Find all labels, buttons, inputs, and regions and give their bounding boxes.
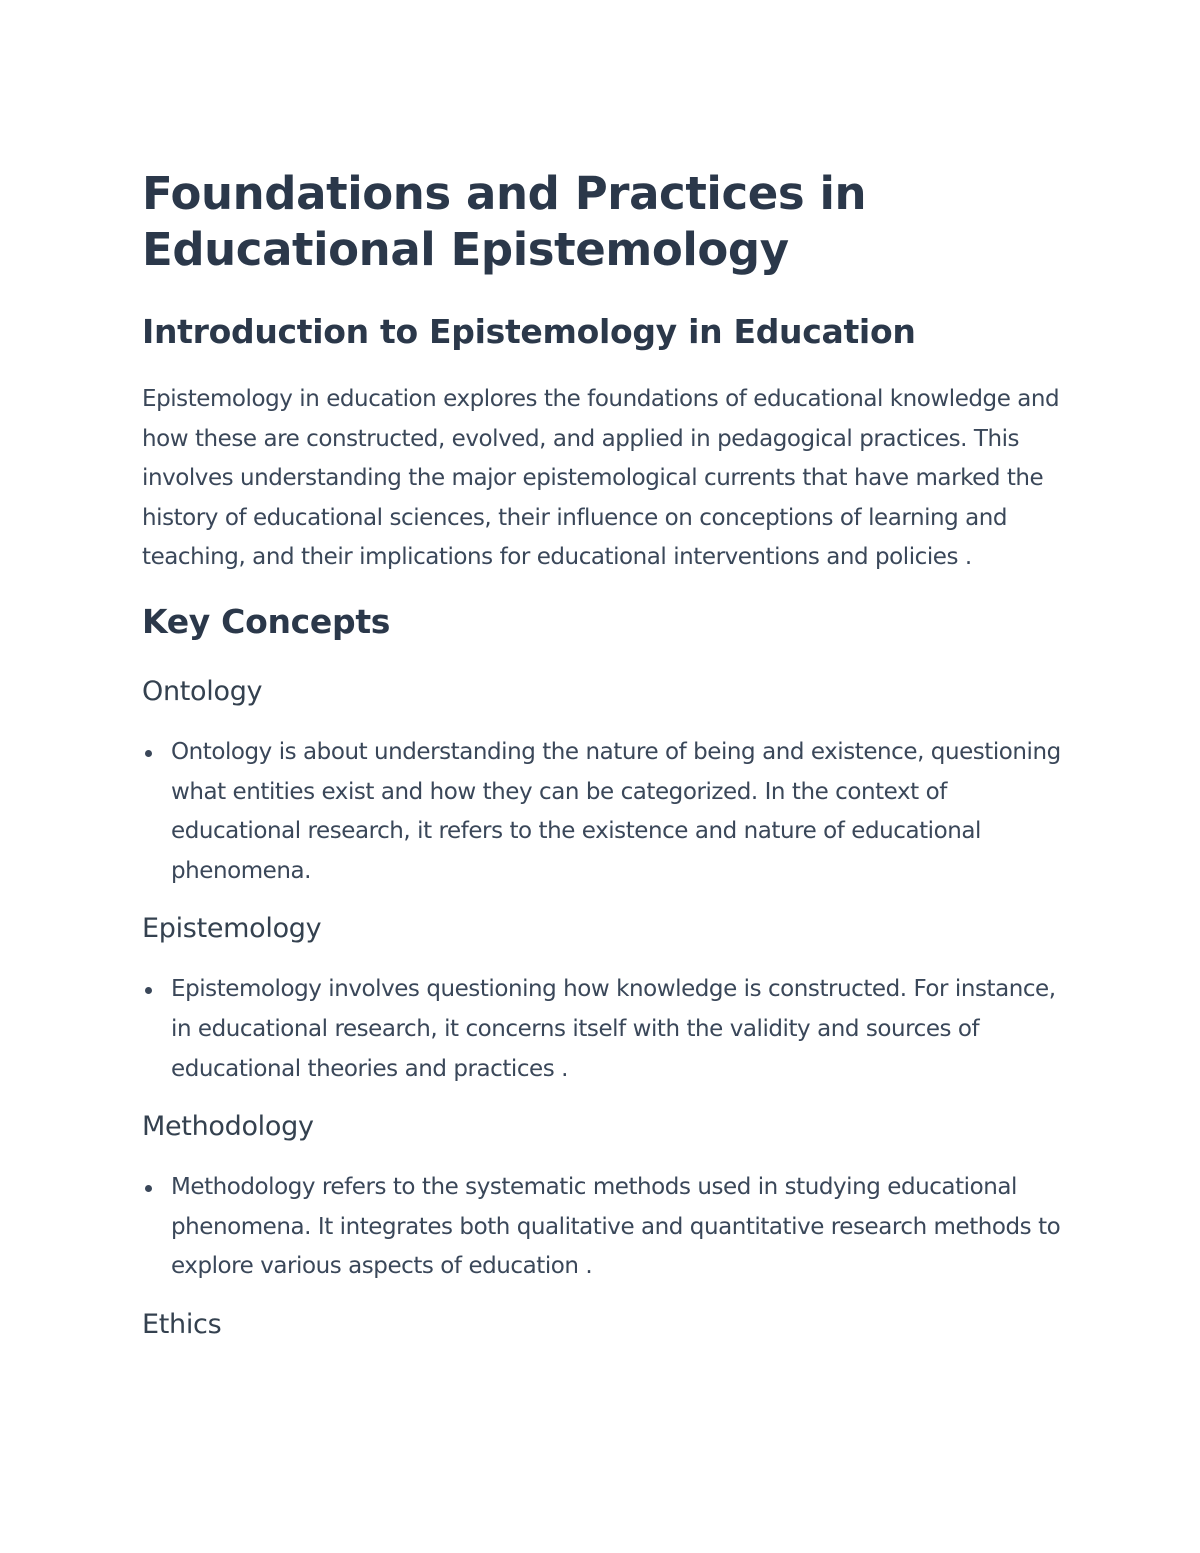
bullet-list — [142, 970, 1062, 1089]
section-heading-introduction: Introduction to Epistemology in Education — [142, 312, 916, 351]
concept-heading-methodology: Methodology — [142, 1111, 314, 1143]
section-heading-key-concepts: Key Concepts — [142, 601, 391, 641]
concept-ethics — [142, 1307, 1062, 1343]
bullet-list — [142, 733, 1062, 891]
bullet-icon — [145, 750, 152, 757]
bullet-text: Ontology is about understanding the nature of being and existence, questioning what entities exist and how they can be categorized. In the context of educational research, it refers to the existence and nature of educational phenomena. — [171, 738, 1061, 884]
concept-heading-epistemology: Epistemology — [142, 913, 322, 945]
concept-heading-ethics: Ethics — [142, 1308, 222, 1340]
document-title: Foundations and Practices in Educational Epistemology — [142, 167, 867, 276]
list-item — [142, 970, 1062, 1089]
introduction-paragraph: Epistemology in education explores the foundations of educational knowledge and how these are constructed, evolved, and applied in pedagogical practices. This involves understanding the major epistemological currents that have marked the history of educational sciences, their influence on conceptions of learning and teaching, and their implications for educational interventions and policies . — [142, 386, 1060, 571]
list-item — [142, 733, 1062, 891]
bullet-list — [142, 1168, 1062, 1287]
bullet-icon — [145, 1185, 152, 1192]
bullet-icon — [145, 987, 152, 994]
concept-ontology — [142, 674, 1062, 891]
concept-epistemology — [142, 911, 1062, 1089]
bullet-text: Methodology refers to the systematic methods used in studying educational phenomena. It integrates both qualitative and quantitative research methods to explore various aspects of education . — [171, 1174, 1061, 1280]
bullet-text: Epistemology involves questioning how knowledge is constructed. For instance, in educational research, it concerns itself with the validity and sources of educational theories and practices . — [171, 976, 1056, 1082]
document-page — [142, 166, 1062, 1343]
concept-heading-ontology: Ontology — [142, 675, 263, 707]
list-item — [142, 1168, 1062, 1287]
concept-methodology — [142, 1109, 1062, 1287]
